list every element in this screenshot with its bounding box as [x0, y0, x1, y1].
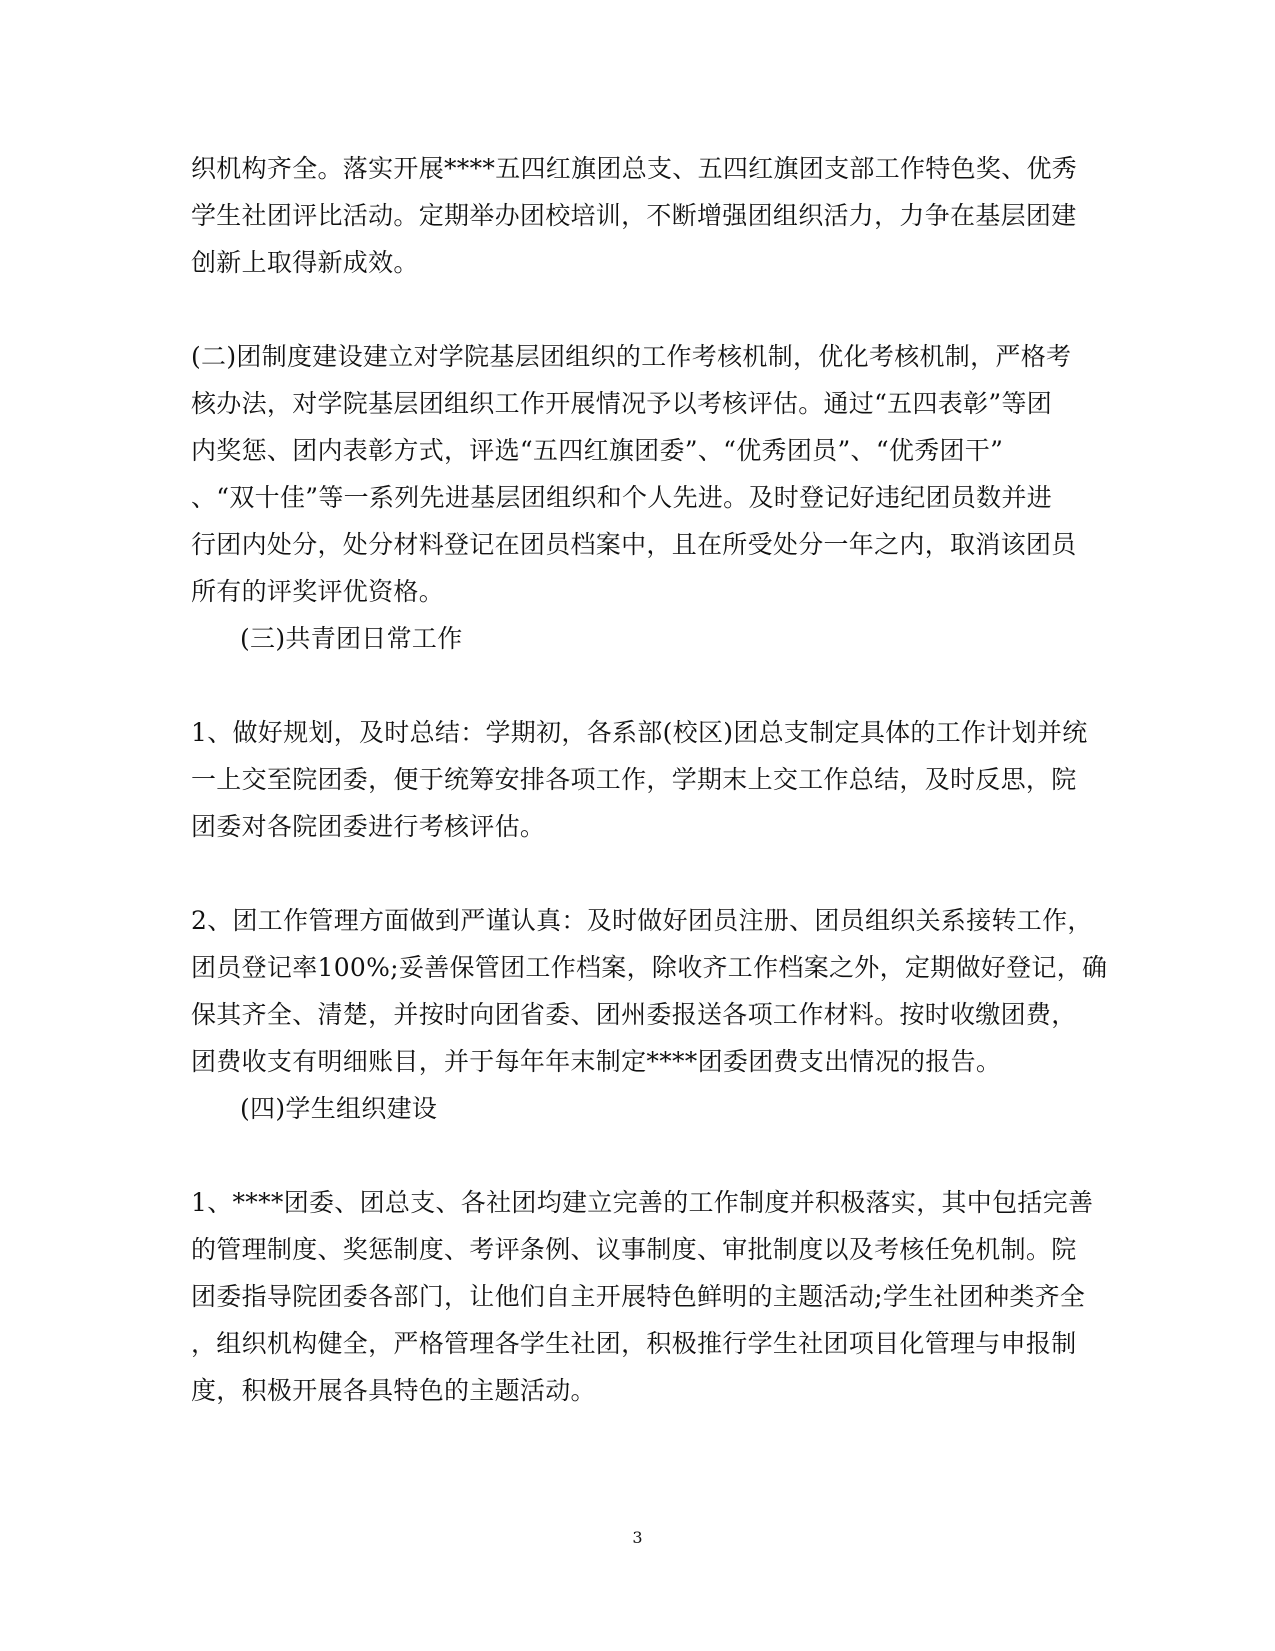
paragraph-5-line-2: 团员登记率100%;妥善保管团工作档案，除收齐工作档案之外，定期做好登记，确	[191, 953, 1108, 982]
paragraph-4-line-2: 一上交至院团委，便于统筹安排各项工作，学期末上交工作总结，及时反思，院	[191, 765, 1077, 794]
paragraph-5-line-4: 团费收支有明细账目，并于每年年末制定****团委团费支出情况的报告。	[191, 1047, 1002, 1076]
section-heading-4: (四)学生组织建设	[240, 1094, 438, 1123]
paragraph-5-line-3: 保其齐全、清楚，并按时向团省委、团州委报送各项工作材料。按时收缴团费，	[191, 1000, 1077, 1029]
paragraph-1-line-2: 学生社团评比活动。定期举办团校培训，不断增强团组织活力，力争在基层团建	[191, 201, 1077, 230]
paragraph-2-line-1: (二)团制度建设建立对学院基层团组织的工作考核机制，优化考核机制，严格考	[191, 342, 1072, 371]
paragraph-4-line-1: 1、做好规划，及时总结：学期初，各系部(校区)团总支制定具体的工作计划并统	[191, 718, 1088, 747]
paragraph-2-line-5: 行团内处分，处分材料登记在团员档案中，且在所受处分一年之内，取消该团员	[191, 530, 1077, 559]
paragraph-7-line-3: 团委指导院团委各部门，让他们自主开展特色鲜明的主题活动;学生社团种类齐全	[191, 1282, 1086, 1311]
paragraph-7-line-1: 1、****团委、团总支、各社团均建立完善的工作制度并积极落实，其中包括完善	[191, 1188, 1094, 1217]
paragraph-7-line-4: ，组织机构健全，严格管理各学生社团，积极推行学生社团项目化管理与申报制	[191, 1329, 1077, 1358]
paragraph-1-line-3: 创新上取得新成效。	[191, 248, 419, 277]
paragraph-4-line-3: 团委对各院团委进行考核评估。	[191, 812, 546, 841]
paragraph-2-line-6: 所有的评奖评优资格。	[191, 577, 445, 606]
paragraph-5-line-1: 2、团工作管理方面做到严谨认真：及时做好团员注册、团员组织关系接转工作，	[191, 906, 1093, 935]
paragraph-1-line-1: 织机构齐全。落实开展****五四红旗团总支、五四红旗团支部工作特色奖、优秀	[191, 154, 1078, 183]
paragraph-7-line-5: 度，积极开展各具特色的主题活动。	[191, 1376, 596, 1405]
paragraph-2-line-2: 核办法，对学院基层团组织工作开展情况予以考核评估。通过“五四表彰”等团	[191, 389, 1053, 418]
paragraph-7-line-2: 的管理制度、奖惩制度、考评条例、议事制度、审批制度以及考核任免机制。院	[191, 1235, 1077, 1264]
section-heading-3: (三)共青团日常工作	[240, 624, 463, 653]
page-number: 3	[632, 1528, 643, 1547]
paragraph-2-line-3: 内奖惩、团内表彰方式，评选“五四红旗团委”、“优秀团员”、“优秀团干”	[191, 436, 1004, 465]
paragraph-2-line-4: 、“双十佳”等一系列先进基层团组织和个人先进。及时登记好违纪团员数并进	[191, 483, 1053, 512]
